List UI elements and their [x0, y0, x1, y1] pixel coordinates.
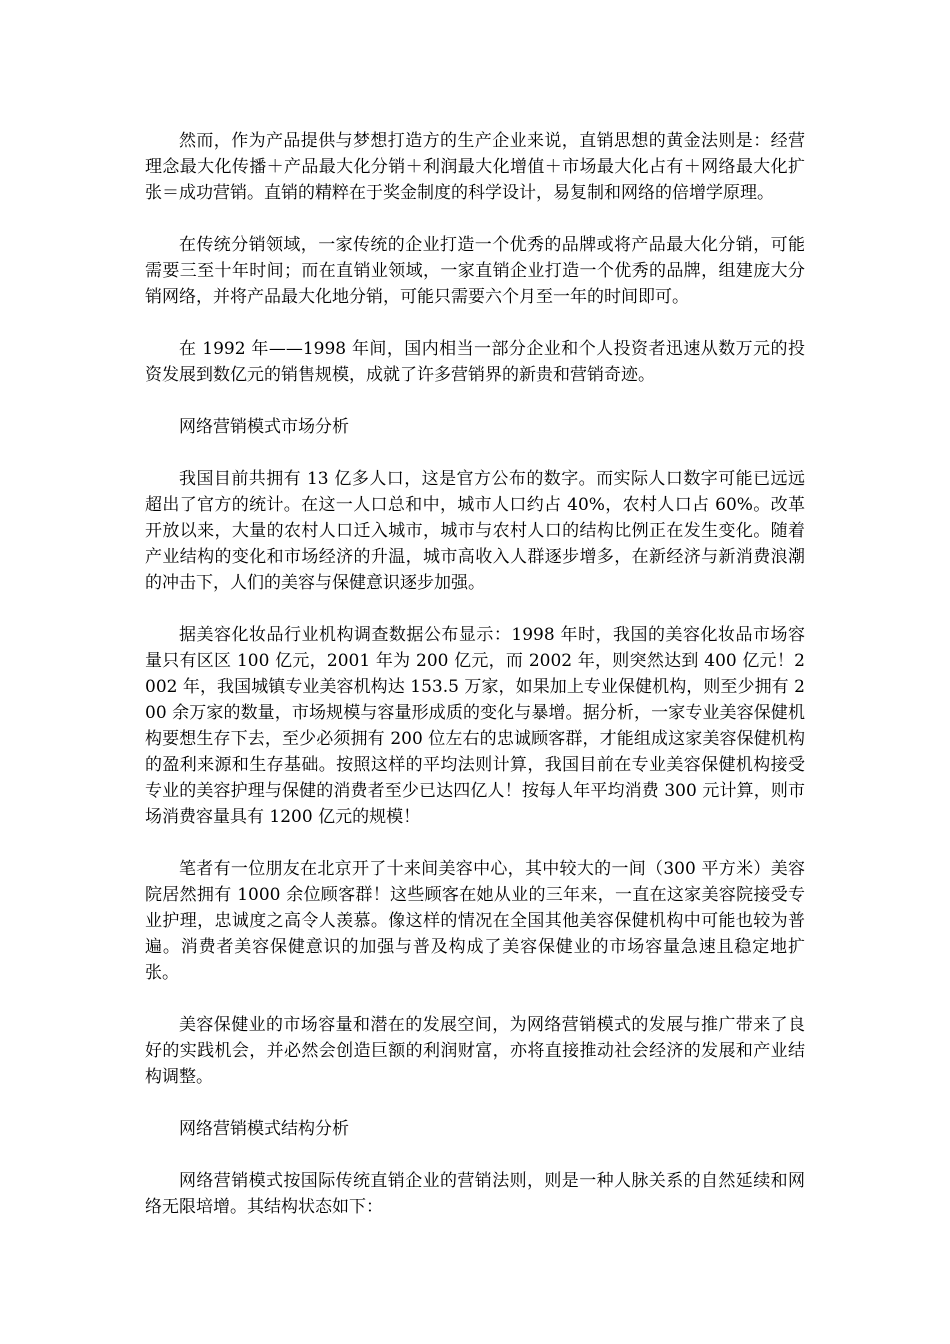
paragraph-population: 我国目前共拥有 13 亿多人口，这是官方公布的数字。而实际人口数字可能已远远超出了官方的统计。在这一人口总和中，城市人口约占 40%，农村人口占 60%。改革开放以来，大量的农村人口迁入城市，城市与农村人口的结构比例正在发生变化。随着产业结构的变化和市场经济的升温，城市高收入人群逐步增多，在新经济与新消费浪潮的冲击下，人们的美容与保健意识逐步加强。 [145, 469, 805, 593]
paragraph-friend-beauty-center: 笔者有一位朋友在北京开了十来间美容中心，其中较大的一间（300 平方米）美容院居然拥有 1000 余位顾客群！这些顾客在她从业的三年来，一直在这家美容院接受专业护理，忠诚度之高令人羡慕。像这样的情况在全国其他美容保健机构中可能也较为普遍。消费者美容保健意识的加强与普及构成了美容保健业的市场容量急速且稳定地扩张。 [145, 859, 805, 983]
document-body [145, 128, 805, 1246]
paragraph-cosmetics-data: 据美容化妆品行业机构调查数据公布显示：1998 年时，我国的美容化妆品市场容量只有区区 100 亿元，2001 年为 200 亿元，而 2002 年，则突然达到 400 亿元！2002 年，我国城镇专业美容机构达 153.5 万家，如果加上专业保健机构，则至少拥有 200 余万家的数量，市场规模与容量形成质的变化与暴增。据分析，一家专业美容保健机构要想生存下去，至少必须拥有 200 位左右的忠诚顾客群，才能组成这家美容保健机构的盈利来源和生存基础。按照这样的平均法则计算，我国目前在专业美容保健机构接受专业的美容护理与保健的消费者至少已达四亿人！按每人年平均消费 300 元计算，则市场消费容量具有 1200 亿元的规模！ [145, 625, 805, 827]
paragraph-traditional-vs-direct: 在传统分销领域，一家传统的企业打造一个优秀的品牌或将产品最大化分销，可能需要三至十年时间；而在直销业领域，一家直销企业打造一个优秀的品牌，组建庞大分销网络，并将产品最大化地分销，可能只需要六个月至一年的时间即可。 [145, 235, 805, 307]
paragraph-market-capacity: 美容保健业的市场容量和潜在的发展空间，为网络营销模式的发展与推广带来了良好的实践机会，并必然会创造巨额的利润财富，亦将直接推动社会经济的发展和产业结构调整。 [145, 1015, 805, 1087]
section-heading-market-analysis: 网络营销模式市场分析 [179, 417, 349, 437]
paragraph-structure-intro: 网络营销模式按国际传统直销企业的营销法则，则是一种人脉关系的自然延续和网络无限培增。其结构状态如下： [145, 1171, 805, 1217]
paragraph-golden-rule: 然而，作为产品提供与梦想打造方的生产企业来说，直销思想的黄金法则是：经营理念最大化传播＋产品最大化分销＋利润最大化增值＋市场最大化占有＋网络最大化扩张＝成功营销。直销的精粹在于奖金制度的科学设计，易复制和网络的倍增学原理。 [145, 131, 805, 203]
paragraph-1992-1998: 在 1992 年——1998 年间，国内相当一部分企业和个人投资者迅速从数万元的投资发展到数亿元的销售规模，成就了许多营销界的新贵和营销奇迹。 [145, 339, 805, 385]
section-heading-structure-analysis: 网络营销模式结构分析 [179, 1119, 349, 1139]
